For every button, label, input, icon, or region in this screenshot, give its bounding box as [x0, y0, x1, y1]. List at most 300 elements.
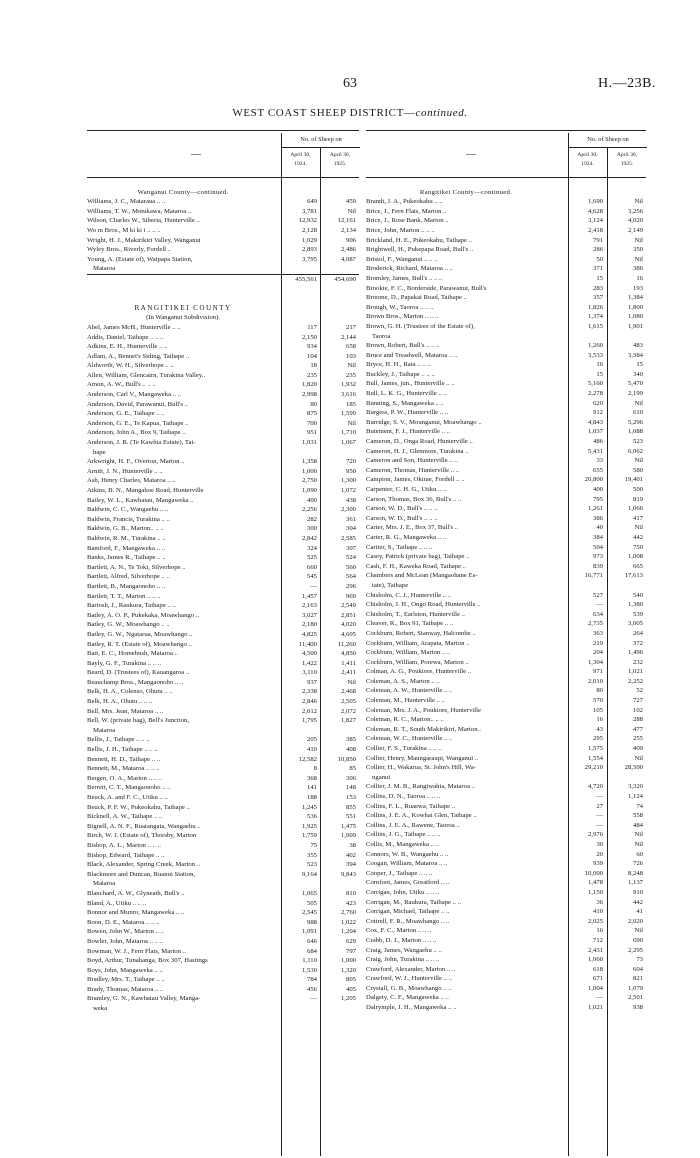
sheep-1924: 219 [592, 639, 603, 647]
sheep-1924: 104 [306, 352, 317, 360]
right-table-rows [366, 178, 646, 1013]
table-row [366, 734, 646, 744]
sheep-1925: 551 [345, 813, 356, 821]
sheep-1925: 665 [632, 562, 643, 570]
table-row [366, 898, 646, 908]
sheep-1924: 384 [592, 533, 603, 541]
sheep-1925: 85 [349, 765, 356, 773]
table-row [366, 552, 646, 562]
row-name: Boys, John, Mangaweka .. .. [87, 966, 163, 974]
table-row [366, 475, 646, 485]
sheep-1924: 1,037 [587, 428, 603, 436]
row-name: Collier, J. M. B., Rangiwahia, Mataroa .. [366, 783, 475, 791]
sheep-1924: 2,750 [301, 477, 317, 485]
table-row [87, 563, 359, 573]
row-name: Bignell, A. N. F., Ruatangata, Wangaehu .. [87, 822, 201, 830]
sheep-1924: 545 [306, 573, 317, 581]
row-name: Collins, D. N., Taoroa .. .. .. [366, 793, 441, 800]
table-row [87, 207, 359, 217]
sheep-1925: 1,067 [340, 439, 356, 447]
sheep-1925: 2,851 [340, 611, 356, 619]
sheep-1924: 2,893 [301, 246, 317, 254]
row-name: Brandt, J. A., Pukeokahu .. .. [366, 198, 443, 206]
table-row [87, 659, 359, 669]
table-row [87, 236, 359, 246]
sheep-1924: 80 [596, 687, 603, 695]
sheep-1924: 295 [592, 735, 603, 743]
sheep-1924: — [596, 821, 603, 829]
row-name: Coleman, A. S., Marton .. .. [366, 677, 440, 685]
table-row [366, 370, 646, 380]
sheep-1925: 2,505 [340, 698, 356, 706]
row-name: Cash, F. H., Kaweka Road, Taihape .. [366, 562, 467, 570]
right-year1-line2: 1924. [581, 161, 594, 167]
table-row [366, 408, 646, 418]
table-row [87, 352, 359, 362]
row-name: Bromley, James, Bull's .. .. .. [366, 274, 443, 282]
row-name: Young, A. (Estate of), Waipapa Station, [87, 255, 193, 263]
table-row [366, 274, 646, 284]
sheep-1925: 950 [345, 467, 356, 475]
sheep-1925: 10,850 [337, 755, 356, 763]
sheep-1925: 1,475 [340, 822, 356, 830]
table-row [366, 696, 646, 706]
table-row [87, 630, 359, 640]
table-row [87, 534, 359, 544]
sheep-1925: Nil [634, 524, 643, 532]
row-name: Campion, James, Okirae, Fordell .. .. [366, 476, 465, 484]
row-name: Bicknell, A. W., Taihape .. .. [87, 813, 163, 821]
row-name: Carpenter, C. H. G., Utiku .. .. [366, 486, 447, 493]
table-row [87, 505, 359, 515]
table-row [87, 428, 359, 438]
table-row-gap [87, 294, 359, 304]
row-name: Bell, Mrs. Jean, Mataroa .. .. [87, 707, 164, 715]
sheep-1924: 660 [306, 563, 317, 571]
sheep-1925: Nil [634, 198, 643, 206]
sheep-1924: — [596, 812, 603, 820]
table-row-cont [366, 332, 646, 342]
table-row [366, 667, 646, 677]
sheep-1925: 1,066 [627, 505, 643, 513]
sheep-1925: 3,384 [627, 351, 643, 359]
sheep-1924: 1,615 [587, 322, 603, 330]
right-header-dash: — [466, 149, 476, 160]
table-row [366, 284, 646, 294]
table-row [366, 648, 646, 658]
row-name: Brightwell, H., Pukepapa Road, Bull's .. [366, 246, 474, 254]
row-name: Bellis, J., Taihape .. .. .. [87, 736, 150, 744]
sheep-1924: 11,400 [298, 640, 317, 648]
table-row [366, 946, 646, 956]
table-row [366, 600, 646, 610]
sheep-1924: 9,164 [301, 870, 317, 878]
table-row [366, 303, 646, 313]
table-row [366, 514, 646, 524]
table-row [366, 677, 646, 687]
sheep-1925: 4,605 [340, 630, 356, 638]
sheep-1924: 1,090 [301, 487, 317, 494]
row-name: Craig, John, Turakina .. .. .. [366, 956, 440, 964]
sheep-1925: 19,401 [624, 476, 643, 484]
sheep-1925: 2,020 [627, 917, 643, 925]
table-row [87, 966, 359, 976]
sheep-1925: 1,022 [340, 918, 356, 926]
table-row [366, 811, 646, 821]
table-row [87, 544, 359, 554]
sheep-1925: 438 [345, 496, 356, 504]
sheep-1925: 73 [636, 956, 643, 964]
right-year1-line1: April 30, [577, 152, 598, 158]
row-name: Chisholm, T., Earlston, Hunterville .. [366, 610, 465, 618]
row-name: Cleaver, R., Box 91, Taihape .. .. [366, 620, 454, 628]
right-header-group-label: No. of Sheep on [568, 133, 647, 148]
table-row [366, 418, 646, 428]
table-row [87, 438, 359, 448]
table-row [87, 812, 359, 822]
row-name: Cooper, J., Taihape .. .. .. [366, 869, 433, 877]
sheep-1924: 16 [596, 716, 603, 724]
sheep-1925: 148 [345, 784, 356, 792]
sheep-1924: 368 [306, 774, 317, 782]
sheep-1925: 340 [632, 370, 643, 378]
table-row [87, 649, 359, 659]
sheep-1924: 30 [596, 840, 603, 848]
sheep-1924: 2,256 [301, 506, 317, 514]
sheep-1924: 456 [306, 985, 317, 993]
sheep-1925: 423 [345, 899, 356, 907]
sheep-1924: 973 [592, 553, 603, 561]
row-name: Chisholm, J. H., Ongo Road, Hunterville .. [366, 601, 481, 609]
row-name: Bradley, Mrs. T., Taihape .. .. [87, 976, 165, 984]
sheep-1925: 255 [632, 735, 643, 743]
table-row [366, 447, 646, 457]
sheep-1924: 536 [306, 813, 317, 821]
row-name: weka [93, 1005, 108, 1013]
row-name: Baldwin, R. M., Turakina .. .. [87, 534, 166, 542]
table-row [366, 437, 646, 447]
page-title-italic: continued. [415, 107, 468, 119]
row-name: tate), Taihape [372, 581, 409, 589]
sheep-1924: 1,060 [587, 956, 603, 964]
sheep-1924: 5,160 [587, 380, 603, 388]
sheep-1924: 934 [306, 343, 317, 351]
sheep-1924: 570 [592, 697, 603, 705]
row-name: Brown Bros., Marton .. .. .. [366, 313, 439, 321]
sheep-1924: 4,500 [301, 650, 317, 658]
table-row [366, 878, 646, 888]
sheep-1925: 2,468 [340, 688, 356, 696]
sheep-1925: 1,932 [340, 381, 356, 389]
table-row [366, 869, 646, 879]
sheep-1925: 386 [632, 265, 643, 273]
sheep-1924: 2,418 [587, 226, 603, 234]
row-name: Mataroa [93, 726, 116, 734]
row-name: Bartlett, B., Mangaonoho .. .. [87, 582, 166, 590]
row-name: Brough, W., Taoroa .. .. .. [366, 303, 434, 311]
sheep-1925: 17,613 [624, 572, 643, 580]
table-row [87, 697, 359, 707]
sheep-1924: 2,128 [301, 226, 317, 234]
sheep-1925: 442 [632, 533, 643, 541]
sheep-1924: 684 [306, 947, 317, 955]
row-name: Beard, D. (Trustees of), Kauangaroa .. [87, 669, 190, 677]
left-header-year-1925 [320, 148, 359, 176]
row-name: Berrett, C. T., Mangaonoho .. .. [87, 784, 171, 792]
row-name: Coleman, W. C., Hunterville .. .. [366, 735, 453, 743]
sheep-1924: 1,759 [301, 832, 317, 840]
table-row [366, 715, 646, 725]
sheep-1924: 655 [592, 466, 603, 474]
table-row [87, 371, 359, 381]
right-header-year-1924 [568, 148, 606, 176]
right-year2-line1: April 30, [616, 152, 638, 158]
table-row [87, 390, 359, 400]
row-name: Batley, A. O. P., Pukekaka, Moawhango .. [87, 611, 200, 619]
table-row-gap [87, 285, 359, 295]
row-name: Coleman, R. T., South Makirikiri, Marton.. [366, 725, 481, 733]
sheep-1925: 38 [349, 841, 356, 849]
sheep-1924: 2,998 [301, 391, 317, 399]
sheep-1924: 523 [306, 861, 317, 869]
table-row [87, 226, 359, 236]
row-name: Amon, A. W., Bull's .. .. .. [87, 381, 156, 389]
sheep-1925: 3,320 [627, 783, 643, 791]
table-row [87, 592, 359, 602]
row-name: Batley, G. W., Moawhango .. .. [87, 621, 170, 629]
table-row [366, 658, 646, 668]
table-row [366, 744, 646, 754]
sheep-1924: 3,124 [587, 217, 603, 225]
row-name: Corrigan, M., Raukura, Taihape .. .. [366, 898, 462, 906]
table-row [366, 821, 646, 831]
sheep-1924: 12,582 [298, 755, 317, 763]
row-name: Wo m Bros., M ki ki i .. .. .. [87, 226, 161, 234]
sheep-1924: 75 [310, 841, 317, 849]
left-year1-line2: 1924. [294, 161, 307, 167]
sheep-1924: 18 [310, 362, 317, 370]
sheep-1925: 690 [632, 936, 643, 944]
row-name: Carson, W. D., Bull's .. .. .. [366, 505, 438, 513]
row-name: Burgess, P. W., Hunterville .. .. [366, 409, 449, 417]
sheep-1924: 1,457 [301, 592, 317, 600]
table-row [87, 735, 359, 745]
sheep-1924: 2,163 [301, 602, 317, 610]
row-name: Broderick, Richard, Mataroa .. .. [366, 265, 453, 273]
sheep-1925: 1,901 [627, 322, 643, 330]
row-name: Bartlett, T. T., Marton .. .. .. [87, 592, 161, 600]
table-row [366, 226, 646, 236]
row-name: Arnitt, J. N., Hunterville .. .. [87, 467, 163, 475]
sheep-1925: 821 [632, 975, 643, 983]
sheep-1925: Nil [634, 255, 643, 263]
left-header-group-label: No. of Sheep on [281, 133, 360, 148]
sheep-1925: 2,134 [340, 226, 356, 234]
sheep-1924: 3,795 [301, 255, 317, 263]
row-name: Williams, J. C., Mataraua .. .. [87, 198, 166, 206]
table-row [366, 629, 646, 639]
table-row [87, 361, 359, 371]
table-row [87, 611, 359, 621]
table-row [87, 457, 359, 467]
row-name: Collins, J. E. A., Kowhai Glen, Taihape .. [366, 812, 477, 820]
page-title [0, 107, 700, 119]
table-row [366, 840, 646, 850]
row-name: Cameron and Son, Hunterville .. .. [366, 457, 458, 465]
row-name: Mataroa [93, 880, 116, 888]
table-row [366, 926, 646, 936]
sheep-1925: 4,020 [340, 621, 356, 629]
sheep-1924: 988 [306, 918, 317, 926]
sheep-1924: 400 [592, 486, 603, 493]
table-row [366, 792, 646, 802]
sheep-1925: 500 [632, 486, 643, 493]
row-name: Anderson, David, Parawanui, Bull's .. [87, 400, 188, 408]
table-row [87, 620, 359, 630]
sheep-1925: 483 [632, 342, 643, 350]
sheep-1924: 410 [306, 746, 317, 754]
table-row [87, 572, 359, 582]
left-year2-line1: April 30, [329, 152, 351, 158]
sheep-1925: 409 [632, 745, 643, 753]
table-row [366, 197, 646, 207]
sheep-1924: 205 [306, 736, 317, 744]
row-name: Collins, J. E. A., Rawene, Taoroa .. [366, 821, 460, 829]
sheep-1925: 855 [345, 803, 356, 811]
row-name: Collier, H., Wakarua, St. John's Hill, Wa- [366, 764, 476, 772]
row-name: Cameron, Thomas, Hunterville .. .. [366, 466, 460, 474]
sheep-1924: 50 [596, 255, 603, 263]
left-year1-line1: April 30, [290, 152, 311, 158]
sheep-1925: 658 [345, 343, 356, 351]
row-name: Bland, A., Utiku .. .. .. [87, 899, 147, 907]
sheep-1925: 5,296 [627, 418, 643, 426]
row-name: Bruce and Treadwell, Mataroa .. .. [366, 351, 458, 359]
row-name: Anderson, John A., Box 9, Taihape .. [87, 429, 186, 437]
sheep-1925: 2,760 [340, 909, 356, 917]
table-row [87, 515, 359, 525]
sheep-1925: 797 [345, 947, 356, 955]
table-row [366, 562, 646, 572]
sheep-1925: 477 [632, 725, 643, 733]
sheep-1924: 10,000 [584, 869, 603, 877]
sheep-1925: 394 [345, 861, 356, 869]
sheep-1925: 417 [632, 514, 643, 522]
row-name: Cameron, H. J., Glenmore, Turakina .. [366, 447, 469, 455]
sheep-1924: 937 [306, 678, 317, 686]
row-name: Connors, W. B., Wangaehu .. .. [366, 850, 449, 858]
table-row [87, 216, 359, 226]
sheep-1924: — [596, 793, 603, 800]
table-row [366, 955, 646, 965]
sheep-1925: Nil [634, 457, 643, 465]
sheep-1925: 306 [345, 774, 356, 782]
sheep-1925: 938 [632, 1004, 643, 1012]
row-name: Aldworth, W. H., Silverhope .. .. [87, 362, 174, 370]
table-row [366, 379, 646, 389]
table-row [87, 831, 359, 841]
row-name: Bellis, J. H., Taihape .. .. .. [87, 746, 158, 754]
row-name: Bishop, Edward, Taihape .. .. [87, 851, 165, 859]
sheep-1925: 629 [345, 937, 356, 945]
sheep-1925: 1,205 [340, 995, 356, 1003]
sheep-1924: 1,304 [587, 658, 603, 666]
row-name: Taoroa [372, 332, 391, 340]
sheep-1925: 28,500 [624, 764, 643, 772]
left-header-year-1924 [281, 148, 319, 176]
sheep-1924: 4,825 [301, 630, 317, 638]
row-name: Anderson, Carl V., Mangaweka .. .. [87, 391, 182, 399]
row-name: Batt, E. C., Homebush, Mataroa .. [87, 650, 179, 658]
row-name: Beauchamp Bros., Mangaonoho .. .. [87, 678, 184, 686]
row-name: Williams, T. W., Motukawa, Mataroa .. [87, 207, 192, 215]
sheep-1925: 4,087 [340, 255, 356, 263]
sheep-1924: 20 [596, 850, 603, 858]
sheep-1925: 6,062 [627, 447, 643, 455]
sheep-1925: 2,486 [340, 246, 356, 254]
sheep-1925: 185 [345, 400, 356, 408]
sheep-1925: 580 [632, 466, 643, 474]
sheep-1925: 906 [345, 236, 356, 244]
sheep-1924: 3,110 [302, 669, 317, 677]
row-name: Blackmore and Duncan, Ruanui Station, [87, 870, 196, 878]
row-name: hape [93, 448, 106, 456]
row-name: Anderson, J. B. (Te Kawhia Estate), Tai- [87, 439, 196, 447]
sheep-1924: 2,278 [587, 390, 603, 398]
row-name: Wright, H. J., Makirikiri Valley, Wanganui [87, 236, 201, 244]
sheep-1924: 2,735 [587, 620, 603, 628]
row-name: Belk, H. A., Ohutu .. .. .. [87, 698, 153, 706]
table-row [366, 619, 646, 629]
sheep-1924: 33 [596, 457, 603, 465]
sheep-1925: 350 [632, 246, 643, 254]
sheep-1924: 671 [592, 975, 603, 983]
sheep-1924: 527 [592, 591, 603, 599]
table-row [366, 888, 646, 898]
sheep-1925: 1,800 [627, 303, 643, 311]
sheep-1924: 2,846 [301, 698, 317, 706]
table-row [366, 504, 646, 514]
row-name: Arkwright, H. F., Overton, Marton .. [87, 458, 185, 466]
sheep-1925: 2,295 [627, 946, 643, 954]
table-row [87, 793, 359, 803]
table-row-total [87, 274, 359, 285]
sheep-1925: 60 [636, 850, 643, 858]
sheep-1925: 8,248 [627, 869, 643, 877]
table-row [87, 899, 359, 909]
row-name: Cartier, S., Taihape .. .. .. [366, 543, 433, 551]
row-name: Bishop, A. L., Marton .. .. .. [87, 841, 161, 849]
sheep-1925: 2,149 [627, 226, 643, 234]
sheep-1925: 805 [345, 976, 356, 984]
table-row [366, 725, 646, 735]
row-name: Brice, John, Marton .. .. .. [366, 226, 435, 234]
row-name: Bergen, O. A., Marton .. .. .. [87, 774, 162, 782]
sheep-1924: 20,800 [584, 476, 603, 484]
sheep-1924: 2,150 [301, 333, 317, 341]
row-name: Bull, L. K. G., Hunterville .. .. [366, 390, 447, 398]
table-row [366, 293, 646, 303]
right-table-header [366, 130, 646, 178]
row-name: Coleman, A. W., Hunterville .. .. [366, 687, 453, 695]
table-row [366, 610, 646, 620]
table-row [366, 216, 646, 226]
row-name: Cockburn, William, Marton .. .. [366, 649, 451, 657]
row-name: Bowman, W. J., Fern Flats, Marton .. [87, 947, 187, 955]
sheep-1924: 1,091 [301, 928, 317, 936]
sheep-1924: 712 [592, 936, 603, 944]
sheep-1924: 839 [592, 562, 603, 570]
